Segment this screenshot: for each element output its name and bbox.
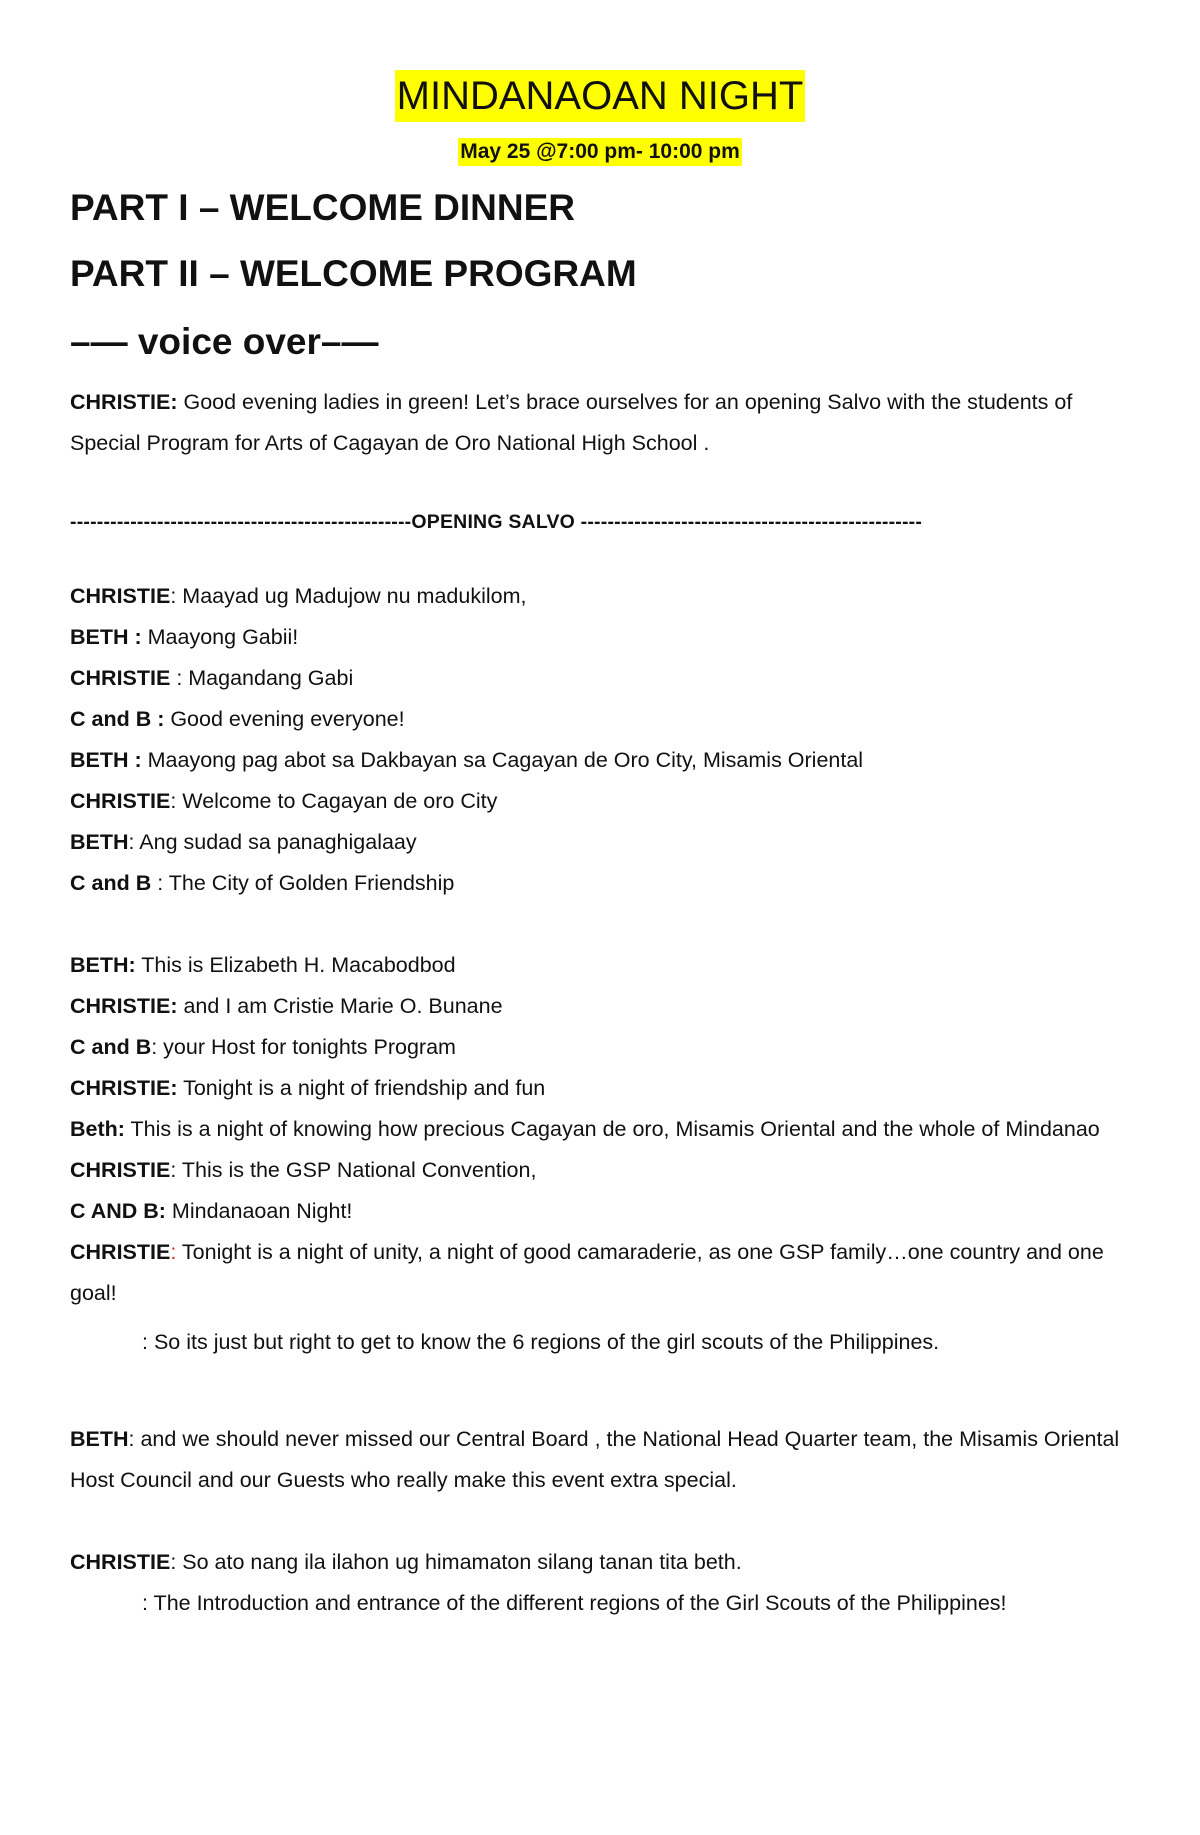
line-text: Maayong pag abot sa Dakbayan sa Cagayan de Oro City, Misamis Oriental — [141, 748, 864, 772]
speaker-label: CHRISTIE — [70, 789, 171, 813]
script-line — [70, 1542, 1130, 1583]
page-title: MINDANAOAN NIGHT — [395, 70, 806, 122]
line-text: : Ang sudad sa panaghigalaay — [128, 830, 417, 854]
speaker-label: C AND B: — [70, 1199, 166, 1223]
line-text: Good evening everyone! — [164, 707, 405, 731]
script-line — [70, 1191, 1130, 1232]
line-text: and I am Cristie Marie O. Bunane — [177, 994, 503, 1018]
speaker-label: C and B : — [70, 707, 165, 731]
script-line — [70, 1027, 1130, 1068]
speaker-label: CHRISTIE: — [70, 390, 178, 414]
script-line — [70, 822, 1130, 863]
opening-salvo-divider: ---------------------------------------------------OPENING SALVO --------------------------------------------------- — [70, 511, 923, 533]
line-text: : and we should never missed our Central Board , the National Head Quarter team, the Misamis Oriental Host Council and our Guests who really make this event extra special. — [70, 1427, 1120, 1492]
script-line — [70, 986, 1130, 1027]
script-line — [70, 576, 1130, 617]
script-line — [70, 1419, 1130, 1501]
speaker-label: BETH : — [70, 625, 142, 649]
line-text: Good evening ladies in green! Let’s brace ourselves for an opening Salvo with the students of Special Program for Arts of Cagayan de Oro National High School . — [70, 390, 1073, 455]
speaker-label: BETH — [70, 1427, 129, 1451]
script-line — [70, 1109, 1130, 1150]
line-text: : Magandang Gabi — [170, 666, 354, 690]
heading-voice-over: –— voice over–— — [70, 321, 379, 362]
line-text: Tonight is a night of friendship and fun — [177, 1076, 546, 1100]
speaker-label: BETH : — [70, 748, 142, 772]
event-date: May 25 @7:00 pm- 10:00 pm — [458, 138, 742, 166]
speaker-label: Beth: — [70, 1117, 125, 1141]
line-text: : This is the GSP National Convention, — [170, 1158, 537, 1182]
speaker-label: CHRISTIE — [70, 666, 171, 690]
script-line — [70, 699, 1130, 740]
line-text: This is a night of knowing how precious Cagayan de oro, Misamis Oriental and the whole of Mindanao — [124, 1117, 1100, 1141]
script-line — [70, 1232, 1130, 1314]
script-line — [70, 781, 1130, 822]
heading-part-2: PART II – WELCOME PROGRAM — [70, 253, 637, 294]
regions-line: : So its just but right to get to know the 6 regions of the girl scouts of the Philippines. — [142, 1330, 940, 1354]
script-line — [70, 740, 1130, 781]
speaker-label: BETH: — [70, 953, 136, 977]
speaker-label: BETH — [70, 830, 129, 854]
speaker-label: CHRISTIE — [70, 1158, 171, 1182]
greetings-block — [70, 576, 1130, 904]
line-text: : your Host for tonights Program — [151, 1035, 456, 1059]
intro-paragraph — [70, 382, 1130, 464]
line-text: Mindanaoan Night! — [165, 1199, 353, 1223]
speaker-label: C and B — [70, 1035, 152, 1059]
line-text: This is Elizabeth H. Macabodbod — [135, 953, 456, 977]
line-text: Tonight is a night of unity, a night of good camaraderie, as one GSP family…one country and one goal! — [70, 1240, 1104, 1305]
script-line — [70, 863, 1130, 904]
script-line — [70, 1068, 1130, 1109]
speaker-label: CHRISTIE — [70, 1240, 171, 1264]
hosts-block — [70, 945, 1130, 1314]
speaker-label: CHRISTIE — [70, 1550, 171, 1574]
heading-part-1: PART I – WELCOME DINNER — [70, 187, 575, 228]
title-container — [70, 0, 1130, 122]
speaker-label: CHRISTIE: — [70, 994, 178, 1018]
script-line — [70, 658, 1130, 699]
speaker-label: CHRISTIE — [70, 584, 171, 608]
script-line — [70, 945, 1130, 986]
script-line — [70, 1150, 1130, 1191]
speaker-label: C and B — [70, 871, 152, 895]
speaker-colon: : — [170, 1240, 177, 1264]
script-line — [70, 617, 1130, 658]
line-text: : The City of Golden Friendship — [151, 871, 455, 895]
date-container — [70, 138, 1130, 166]
intro-regions-line: : The Introduction and entrance of the different regions of the Girl Scouts of the Philippines! — [142, 1591, 1007, 1615]
line-text: : So ato nang ila ilahon ug himamaton silang tanan tita beth. — [170, 1550, 742, 1574]
speaker-label: CHRISTIE: — [70, 1076, 178, 1100]
line-text: : Welcome to Cagayan de oro City — [170, 789, 498, 813]
line-text: Maayong Gabii! — [141, 625, 299, 649]
line-text: : Maayad ug Madujow nu madukilom, — [170, 584, 527, 608]
